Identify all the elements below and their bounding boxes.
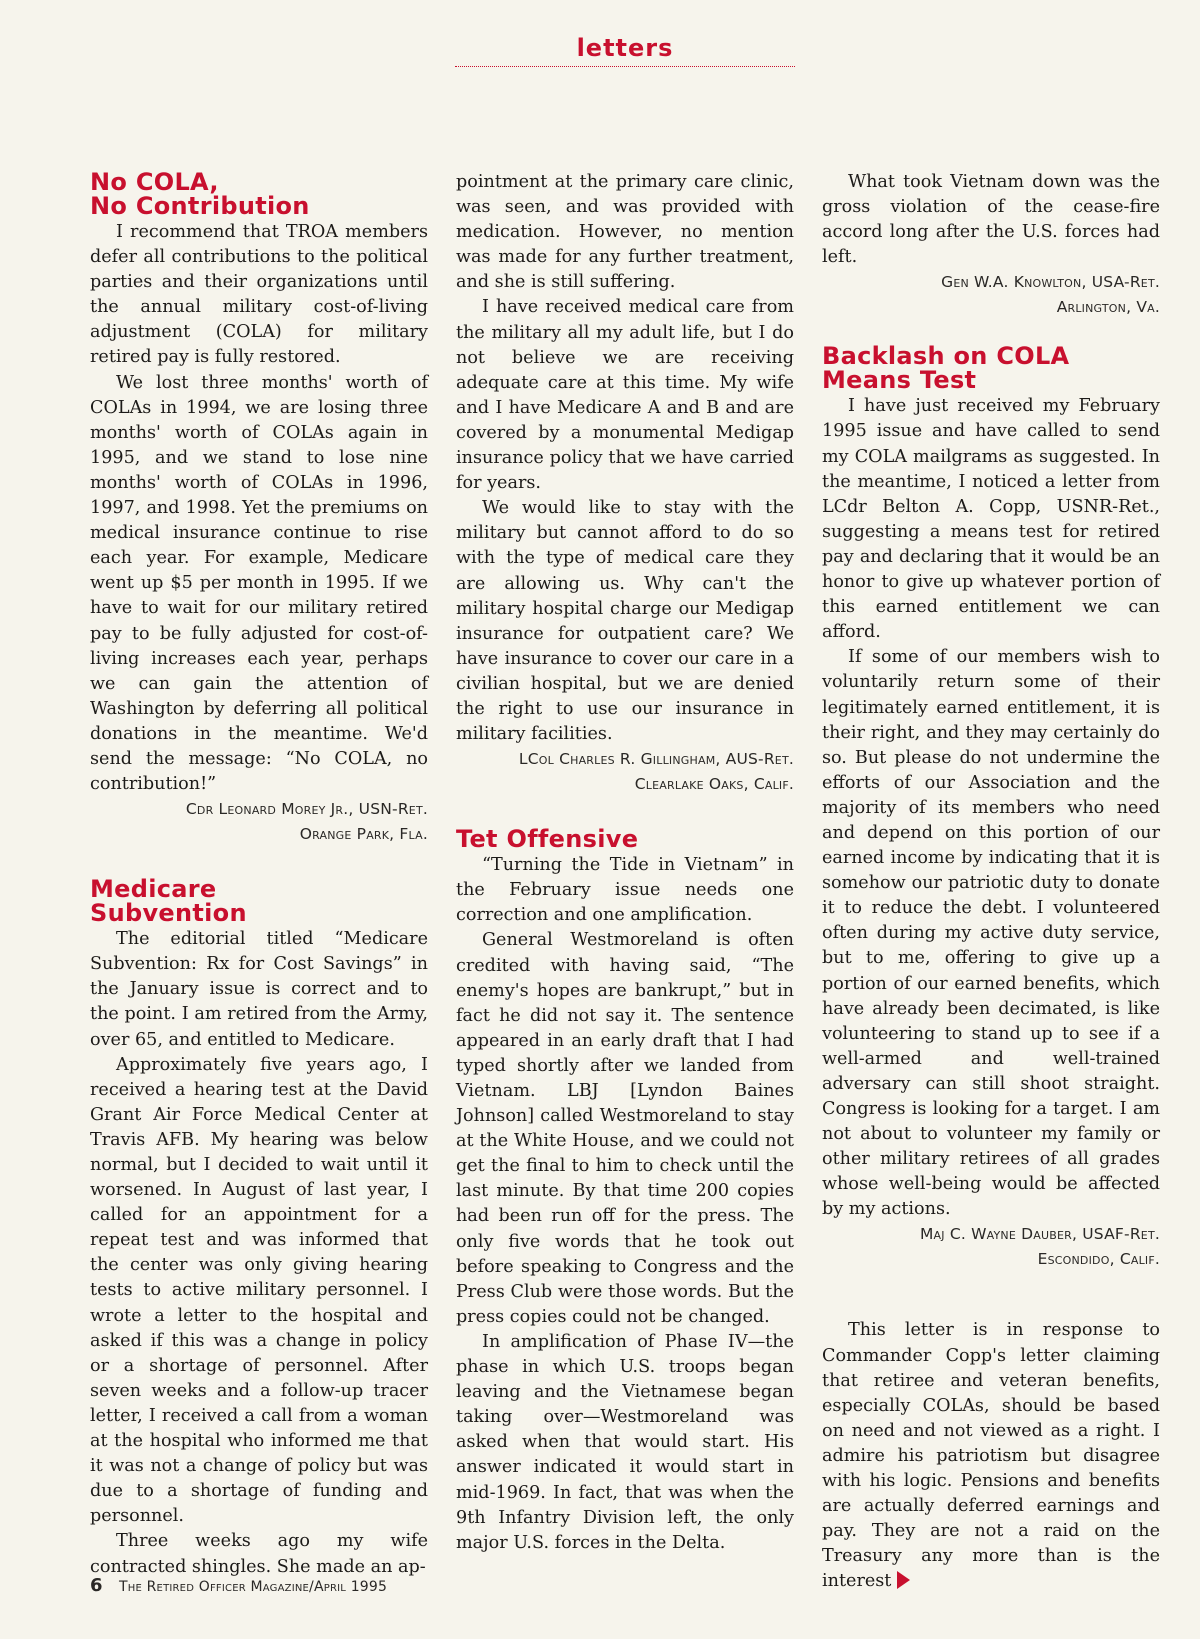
letter-headline-no-cola xyxy=(90,170,428,218)
signature-location: Orange Park, Fla. xyxy=(299,825,428,844)
letter-headline-medicare-subvention xyxy=(90,875,428,928)
headline-line: Medicare xyxy=(90,875,217,904)
letter-paragraph: I have just received my February 1995 issue and have called to send my COLA mailgrams as suggested. In the meantime, I noticed a letter from LCdr Belton A. Copp, USNR-Ret., suggesting a means test for retired pay and declaring that it would be an honor to give up whatever portion of this earned entitlement we can afford. xyxy=(822,396,1160,643)
letter-paragraph: I recommend that TROA members defer all contributions to the political parties and their organizations until the annual military cost-of-living adjustment (COLA) for military retired pay is fully restored. xyxy=(90,222,428,368)
headline-line: Means Test xyxy=(822,366,977,395)
column-2 xyxy=(456,170,794,1556)
letter-paragraph: I have received medical care from the military all my adult life, but I do not believe we are receiving adequate care at this time. My wife and I have Medicare A and B and are covered by a monumental Medigap insurance policy that we have carried for years. xyxy=(456,297,794,494)
letter-paragraph: General Westmoreland is often credited with having said, “The enemy's hopes are bankrupt,” but in fact he did not say it. The sentence appeared in an early draft that I had typed shortly after we landed from Vietnam. LBJ [Lyndon Baines Johnson] called Westmoreland to stay at the White House, and we could not get the final to him to check until the last minute. By that time 200 copies had been run off for the press. The only five words that he took out before speaking to Congress and the Press Club were those words. But the press copies could not be changed. xyxy=(456,930,794,1327)
signature-location: Clearlake Oaks, Calif. xyxy=(634,775,794,794)
letter-paragraph: We lost three months' worth of COLAs in 1994, we are losing three months' worth of COLAs again in 1995, and we stand to lose nine months' worth of COLAs in 1996, 1997, and 1998. Yet the premiums on medical insurance continue to rise each year. For example, Medicare went up $5 per month in 1995. If we have to wait for our military retired pay to be fully adjusted for cost-of-living increases each year, perhaps we can gain the attention of Washington by deferring all political donations in the meantime. We'd send the message: “No COLA, no contribution!” xyxy=(90,372,428,795)
signature-name: LCol Charles R. Gillingham, AUS-Ret. xyxy=(518,750,794,769)
letter-signature xyxy=(90,797,428,847)
letter-paragraph: Three weeks ago my wife contracted shingles. She made an ap- xyxy=(90,1531,428,1577)
letter-paragraph: What took Vietnam down was the gross violation of the cease-fire accord long after the U.S. forces had left. xyxy=(822,172,1160,268)
headline-line: No Contribution xyxy=(90,192,310,220)
headline-line: No COLA, xyxy=(90,168,219,196)
continue-arrow-icon xyxy=(897,1571,910,1589)
signature-location: Escondido, Calif. xyxy=(1037,1250,1160,1269)
letter-paragraph: We would like to stay with the military but cannot afford to do so with the type of medical care they are allowing us. Why can't the military hospital charge our Medigap insurance for outpatient care? We have insurance to cover our care in a civilian hospital, but we are denied the right to use our insurance in military facilities. xyxy=(456,498,794,745)
letter-headline-tet-offensive xyxy=(456,825,794,854)
headline-line: Subvention xyxy=(90,899,247,928)
column-3 xyxy=(822,170,1160,1595)
section-title-rule xyxy=(455,66,795,67)
signature-name: Maj C. Wayne Dauber, USAF-Ret. xyxy=(919,1225,1160,1244)
publication-info: The Retired Officer Magazine/April 1995 xyxy=(118,1579,388,1595)
column-1 xyxy=(90,170,428,1580)
section-title: letters xyxy=(576,34,674,62)
letter-headline-backlash-cola xyxy=(822,342,1160,395)
letter-signature xyxy=(822,1222,1160,1272)
headline-line: Tet Offensive xyxy=(456,825,639,854)
letter-paragraph xyxy=(822,1318,1160,1594)
page-number: 6 xyxy=(90,1575,103,1596)
letter-paragraph: “Turning the Tide in Vietnam” in the February issue needs one correction and one amplification. xyxy=(456,855,794,926)
letter-paragraph-text: This letter is in response to Commander Copp's letter claiming that retiree and veteran benefits, especially COLAs, should be based on need and not viewed as a right. I admire his patriotism but disagree with his logic. Pensions and benefits are actually deferred earnings and pay. They are not a raid on the Treasury any more than is the interest xyxy=(822,1320,1160,1592)
letter-paragraph: In amplification of Phase IV—the phase in which U.S. troops began leaving and the Vietnamese began taking over—Westmoreland was asked when that would start. His answer indicated it would start in mid-1969. In fact, that was when the 9th Infantry Division left, the only major U.S. forces in the Delta. xyxy=(456,1331,794,1553)
letter-signature xyxy=(822,270,1160,320)
letter-paragraph: The editorial titled “Medicare Subvention: Rx for Cost Savings” in the January issue is correct and to the point. I am retired from the Army, over 65, and entitled to Medicare. xyxy=(90,929,428,1050)
headline-line: Backlash on COLA xyxy=(822,342,1070,371)
signature-name: Cdr Leonard Morey Jr., USN-Ret. xyxy=(185,800,428,819)
letter-signature xyxy=(456,747,794,797)
letter-paragraph: Approximately five years ago, I received a hearing test at the David Grant Air Force Medical Center at Travis AFB. My hearing was below normal, but I decided to wait until it worsened. In August of last year, I called for an appointment for a repeat test and was informed that the center was only giving hearing tests to active military personnel. I wrote a letter to the hospital and asked if this was a change in policy or a shortage of personnel. After seven weeks and a follow-up tracer letter, I received a call from a woman at the hospital who informed me that it was not a change of policy but was due to a shortage of funding and personnel. xyxy=(90,1054,428,1527)
letter-paragraph: pointment at the primary care clinic, was seen, and was provided with medication. However, no mention was made for any further treatment, and she is still suffering. xyxy=(456,172,794,293)
letter-paragraph: If some of our members wish to voluntarily return some of their legitimately earned entitlement, it is their right, and they may certainly do so. But please do not undermine the efforts of our Association and the majority of its members who need and depend on this portion of our earned income by indicating that it is somehow our patriotic duty to donate it to reduce the debt. I volunteered often during my active duty service, but to me, offering to give up a portion of our earned benefits, which have already been decimated, is like volunteering to stand up to see if a well-armed and well-trained adversary can still shoot straight. Congress is looking for a target. I am not about to volunteer my family or other military retirees of all grades whose well-being would be affected by my actions. xyxy=(822,647,1160,1220)
section-header xyxy=(455,34,795,67)
page-footer xyxy=(90,1575,387,1596)
signature-location: Arlington, Va. xyxy=(1056,298,1160,317)
signature-name: Gen W.A. Knowlton, USA-Ret. xyxy=(941,273,1160,292)
